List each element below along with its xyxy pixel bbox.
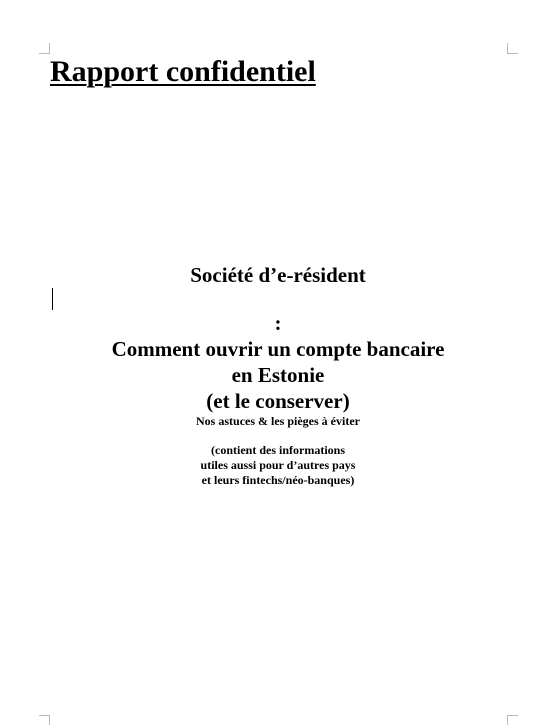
page-corner-mark-top-right xyxy=(507,43,518,54)
heading-line-1[interactable] xyxy=(50,262,506,336)
note-line-3[interactable]: et leurs fintechs/néo-banques) xyxy=(201,473,355,487)
note-line-2[interactable]: utiles aussi pour d’autres pays xyxy=(200,458,356,472)
page-corner-mark-top-left xyxy=(39,43,50,54)
note-paragraph[interactable] xyxy=(50,443,506,488)
text-cursor xyxy=(52,288,53,310)
note-line-1[interactable]: (contient des informations xyxy=(211,443,345,457)
report-title[interactable]: Rapport confidentiel xyxy=(50,55,316,88)
page-corner-mark-bottom-left xyxy=(39,715,50,725)
heading-line-4[interactable]: (et le conserver) xyxy=(206,389,350,413)
subtitle[interactable]: Nos astuces & les pièges à éviter xyxy=(196,414,360,428)
page-corner-mark-bottom-right xyxy=(507,715,518,725)
main-heading[interactable] xyxy=(50,262,506,414)
heading-line-1-text[interactable]: Société d’e-résident xyxy=(190,263,366,287)
heading-line-3[interactable]: en Estonie xyxy=(231,363,325,387)
heading-line-1-colon[interactable]: : xyxy=(274,311,282,335)
heading-line-2[interactable]: Comment ouvrir un compte bancaire xyxy=(111,337,445,361)
